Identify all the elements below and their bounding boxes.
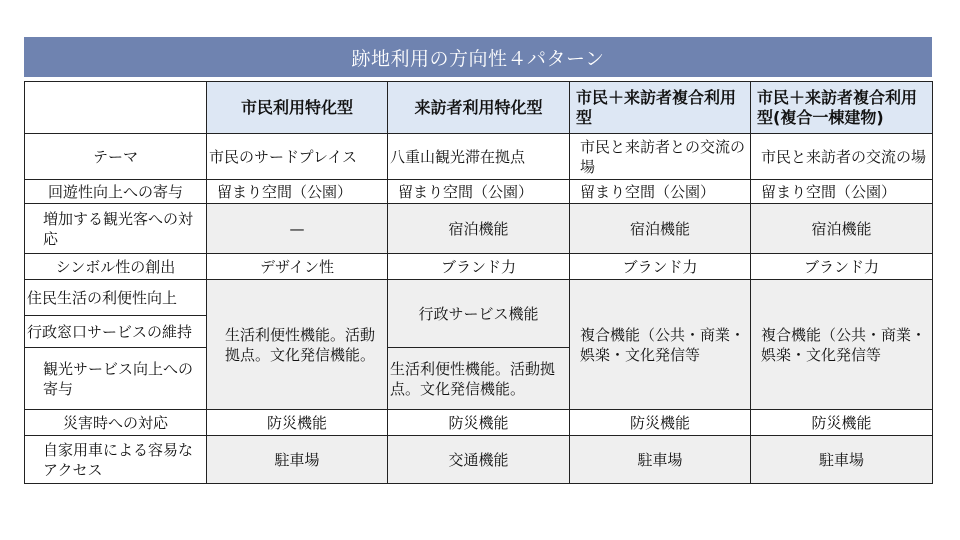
table-cell: 市民のサードプレイス bbox=[207, 134, 388, 180]
row-label-tourism-service: 観光サービス向上への寄与 bbox=[25, 348, 207, 410]
table-header-row bbox=[25, 82, 933, 134]
table-cell: 留まり空間（公園） bbox=[751, 180, 933, 204]
table-cell: 複合機能（公共・商業・娯楽・文化発信等 bbox=[570, 280, 751, 410]
table-cell: 八重山観光滞在拠点 bbox=[388, 134, 570, 180]
table-cell: 防災機能 bbox=[207, 410, 388, 436]
table-cell: 留まり空間（公園） bbox=[570, 180, 751, 204]
table-cell: 行政サービス機能 bbox=[388, 280, 570, 348]
table-cell: 駐車場 bbox=[570, 436, 751, 484]
table-cell: ブランド力 bbox=[570, 254, 751, 280]
table-row bbox=[25, 410, 933, 436]
table-cell: 駐車場 bbox=[751, 436, 933, 484]
table-cell: 生活利便性機能。活動拠点。文化発信機能。 bbox=[388, 348, 570, 410]
comparison-table bbox=[24, 81, 933, 484]
row-label-circulation: 回遊性向上への寄与 bbox=[25, 180, 207, 204]
table-cell: — bbox=[207, 204, 388, 254]
table-cell: 宿泊機能 bbox=[570, 204, 751, 254]
table-cell: 市民と来訪者の交流の場 bbox=[751, 134, 933, 180]
table-cell: 防災機能 bbox=[388, 410, 570, 436]
table-cell: 市民と来訪者との交流の場 bbox=[570, 134, 751, 180]
row-label-symbol: シンボル性の創出 bbox=[25, 254, 207, 280]
table-cell: 留まり空間（公園） bbox=[388, 180, 570, 204]
table-cell: 留まり空間（公園） bbox=[207, 180, 388, 204]
table-cell: 宿泊機能 bbox=[388, 204, 570, 254]
table-cell: ブランド力 bbox=[388, 254, 570, 280]
column-header-mixed-single-building: 市民＋来訪者複合利用型(複合一棟建物) bbox=[751, 82, 933, 134]
table-row bbox=[25, 436, 933, 484]
page-title: 跡地利用の方向性４パターン bbox=[24, 37, 932, 77]
row-label-tourists: 増加する観光客への対応 bbox=[25, 204, 207, 254]
table-row bbox=[25, 280, 933, 316]
table-cell: ブランド力 bbox=[751, 254, 933, 280]
table-cell: 宿泊機能 bbox=[751, 204, 933, 254]
table-row bbox=[25, 254, 933, 280]
row-label-admin: 行政窓口サービスの維持 bbox=[25, 316, 207, 348]
row-label-access: 自家用車による容易なアクセス bbox=[25, 436, 207, 484]
column-header-mixed: 市民＋来訪者複合利用型 bbox=[570, 82, 751, 134]
table-cell: 駐車場 bbox=[207, 436, 388, 484]
table-cell: 生活利便性機能。活動拠点。文化発信機能。 bbox=[207, 280, 388, 410]
table-cell: 防災機能 bbox=[570, 410, 751, 436]
table-row bbox=[25, 180, 933, 204]
table-cell: 防災機能 bbox=[751, 410, 933, 436]
column-header-visitor: 来訪者利用特化型 bbox=[388, 82, 570, 134]
table-cell: 交通機能 bbox=[388, 436, 570, 484]
table-cell: 複合機能（公共・商業・娯楽・文化発信等 bbox=[751, 280, 933, 410]
table-cell: デザイン性 bbox=[207, 254, 388, 280]
row-label-disaster: 災害時への対応 bbox=[25, 410, 207, 436]
row-label-theme: テーマ bbox=[25, 134, 207, 180]
table-row bbox=[25, 204, 933, 254]
table-row bbox=[25, 134, 933, 180]
row-label-convenience: 住民生活の利便性向上 bbox=[25, 280, 207, 316]
header-corner-cell bbox=[25, 82, 207, 134]
column-header-citizen: 市民利用特化型 bbox=[207, 82, 388, 134]
